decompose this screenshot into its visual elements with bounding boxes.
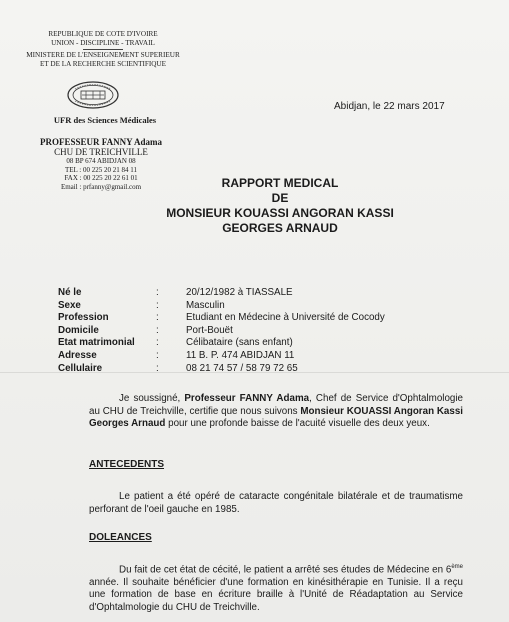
identity-value: Etudiant en Médecine à Université de Cocody [186, 312, 385, 324]
letterhead [8, 30, 198, 69]
doleances-superscript: ème [451, 564, 463, 570]
author-tel: TEL : 00 225 20 21 84 11 [64, 165, 137, 174]
intro-text-3: pour une profonde baisse de l'acuité visuelle des deux yeux. [165, 418, 430, 430]
intro-text-1: Je soussigné, [119, 393, 185, 404]
intro-paragraph [89, 393, 463, 431]
header-motto: UNION - DISCIPLINE - TRAVAIL [51, 39, 155, 47]
identity-row [58, 337, 385, 350]
header-divider [83, 49, 123, 50]
identity-label: Profession [58, 312, 109, 324]
identity-sep: : [156, 324, 159, 336]
identity-value: 20/12/1982 à TIASSALE [186, 287, 293, 298]
header-ministry-2: ET DE LA RECHERCHE SCIENTIFIQUE [39, 60, 167, 68]
identity-sep: : [156, 299, 159, 311]
intro-patient: Monsieur KOUASSI Angoran Kassi Georges Arnaud [89, 405, 463, 430]
title-line-2: DE [271, 191, 289, 205]
identity-value: 08 21 74 57 / 58 79 72 65 [186, 362, 298, 374]
document-title [150, 176, 410, 236]
identity-sep: : [156, 287, 159, 298]
document-date: Abidjan, le 22 mars 2017 [334, 101, 445, 112]
identity-label: Adresse [58, 349, 97, 361]
doleances-text-2: année. Il souhaite bénéficier d'une formation en kinésithérapie en Tunisie. Il a reçu une formation de base en écriture braille à l'Unité de Réadaptation au Service d'Ophtalmologie du CHU de Treichville. [89, 576, 463, 614]
identity-row [58, 325, 385, 338]
identity-table [58, 287, 385, 375]
title-line-3: MONSIEUR KOUASSI ANGORAN KASSI [166, 206, 394, 220]
identity-value: Masculin [186, 299, 225, 311]
author-name: PROFESSEUR FANNY Adama [39, 137, 162, 147]
identity-row [58, 300, 385, 313]
doleances-heading: DOLEANCES [89, 532, 152, 543]
identity-sep: : [156, 362, 159, 374]
doleances-text-1: Du fait de cet état de cécité, le patient a arrêté ses études de Médecine en 6 [119, 564, 452, 576]
university-seal-icon [66, 80, 120, 110]
author-bp: 08 BP 674 ABIDJAN 08 [66, 157, 136, 166]
title-line-1: RAPPORT MEDICAL [221, 176, 339, 190]
identity-sep: : [156, 337, 159, 349]
identity-row [58, 287, 385, 300]
identity-value: Célibataire (sans enfant) [186, 337, 293, 349]
identity-label: Cellulaire [58, 362, 103, 374]
identity-row [58, 363, 385, 376]
identity-value: Port-Bouët [186, 324, 233, 336]
antecedents-heading: ANTECEDENTS [89, 459, 165, 470]
identity-value: 11 B. P. 474 ABIDJAN 11 [186, 349, 295, 361]
doleances-paragraph [89, 561, 463, 615]
antecedents-paragraph: Le patient a été opéré de cataracte congénitale bilatérale et de traumatisme perforant de l'oeil gauche en 1985. [89, 491, 463, 515]
identity-sep: : [156, 349, 159, 361]
author-email: Email : prfanny@gmail.com [60, 182, 142, 191]
identity-row [58, 350, 385, 363]
ufr-label: UFR des Sciences Médicales [53, 115, 157, 125]
header-ministry: MINISTERE DE L'ENSEIGNEMENT SUPERIEUR [26, 51, 180, 59]
identity-label: Sexe [58, 299, 81, 311]
author-service: CHU DE TREICHVILLE [54, 146, 148, 157]
identity-row [58, 312, 385, 325]
identity-label: Etat matrimonial [58, 337, 135, 349]
identity-label: Né le [58, 287, 82, 298]
header-republic: REPUBLIQUE DE COTE D'IVOIRE [48, 30, 158, 38]
intro-text-2: , Chef de Service d'Ophtalmologie au CHU de Treichville, certifie que nous suivons [89, 393, 463, 417]
author-fax: FAX : 00 225 20 22 61 01 [64, 174, 138, 183]
identity-label: Domicile [58, 324, 99, 336]
identity-sep: : [156, 312, 159, 324]
title-line-4: GEORGES ARNAUD [222, 221, 338, 235]
intro-author: Professeur FANNY Adama [184, 393, 310, 404]
